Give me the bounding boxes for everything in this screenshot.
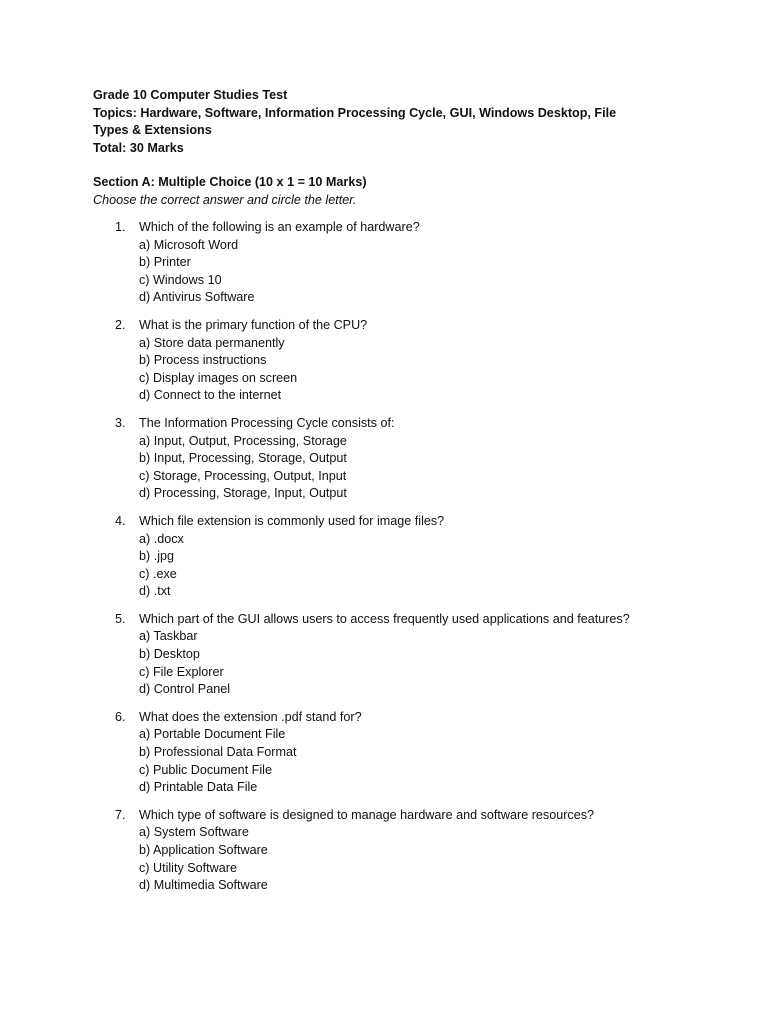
question-text: Which part of the GUI allows users to access frequently used applications and features? <box>139 611 630 626</box>
total-marks: Total: 30 Marks <box>93 140 184 155</box>
option-b: b) Desktop <box>139 647 200 662</box>
option-d: d) Connect to the internet <box>139 388 282 403</box>
topics-line-2: Types & Extensions <box>93 123 212 137</box>
test-header <box>93 87 678 157</box>
test-title: Grade 10 Computer Studies Test <box>93 88 288 102</box>
question-text: What is the primary function of the CPU? <box>139 317 368 332</box>
option-c: c) Windows 10 <box>139 272 222 287</box>
section-a-title: Section A: Multiple Choice (10 x 1 = 10 Marks) <box>93 175 367 189</box>
option-b: b) Professional Data Format <box>139 745 297 760</box>
question-number: 4. <box>115 513 126 528</box>
option-a: a) System Software <box>139 825 249 840</box>
question-number: 3. <box>115 415 126 430</box>
question-number: 7. <box>115 807 126 822</box>
option-a: a) Microsoft Word <box>139 237 239 252</box>
option-a: a) Portable Document File <box>139 727 286 742</box>
question-6 <box>93 709 678 797</box>
option-d: d) Multimedia Software <box>139 878 268 893</box>
option-d: d) Printable Data File <box>139 780 258 795</box>
question-text: Which of the following is an example of hardware? <box>139 220 420 234</box>
option-d: d) Control Panel <box>139 682 231 697</box>
option-d: d) .txt <box>139 584 171 599</box>
question-2 <box>93 317 678 405</box>
option-d: d) Processing, Storage, Input, Output <box>139 486 347 501</box>
question-list <box>93 219 678 895</box>
option-a: a) .docx <box>139 531 184 546</box>
question-4 <box>93 513 678 601</box>
option-b: b) Application Software <box>139 843 268 857</box>
option-a: a) Input, Output, Processing, Storage <box>139 433 347 448</box>
topics-line-1: Topics: Hardware, Software, Information Processing Cycle, GUI, Windows Desktop, File <box>93 105 617 120</box>
question-3 <box>93 415 678 503</box>
section-a-instructions: Choose the correct answer and circle the letter. <box>93 192 357 207</box>
question-number: 6. <box>115 709 126 724</box>
question-1 <box>93 219 678 307</box>
question-number: 5. <box>115 611 126 626</box>
question-text: What does the extension .pdf stand for? <box>139 709 362 724</box>
option-c: c) Utility Software <box>139 860 237 875</box>
question-text: The Information Processing Cycle consists of: <box>139 415 395 430</box>
question-number: 1. <box>115 220 126 234</box>
option-c: c) Display images on screen <box>139 370 298 385</box>
question-5 <box>93 611 678 699</box>
option-b: b) Input, Processing, Storage, Output <box>139 451 347 466</box>
option-b: b) Printer <box>139 255 191 270</box>
question-7 <box>93 807 678 895</box>
option-c: c) Storage, Processing, Output, Input <box>139 468 347 483</box>
option-b: b) .jpg <box>139 549 175 564</box>
option-a: a) Taskbar <box>139 629 198 644</box>
option-c: c) Public Document File <box>139 762 272 777</box>
option-a: a) Store data permanently <box>139 335 285 350</box>
question-text: Which type of software is designed to manage hardware and software resources? <box>139 807 595 822</box>
question-text: Which file extension is commonly used for image files? <box>139 513 445 528</box>
option-c: c) File Explorer <box>139 664 224 679</box>
option-d: d) Antivirus Software <box>139 290 255 305</box>
option-b: b) Process instructions <box>139 353 267 368</box>
option-c: c) .exe <box>139 566 177 581</box>
question-number: 2. <box>115 317 126 332</box>
